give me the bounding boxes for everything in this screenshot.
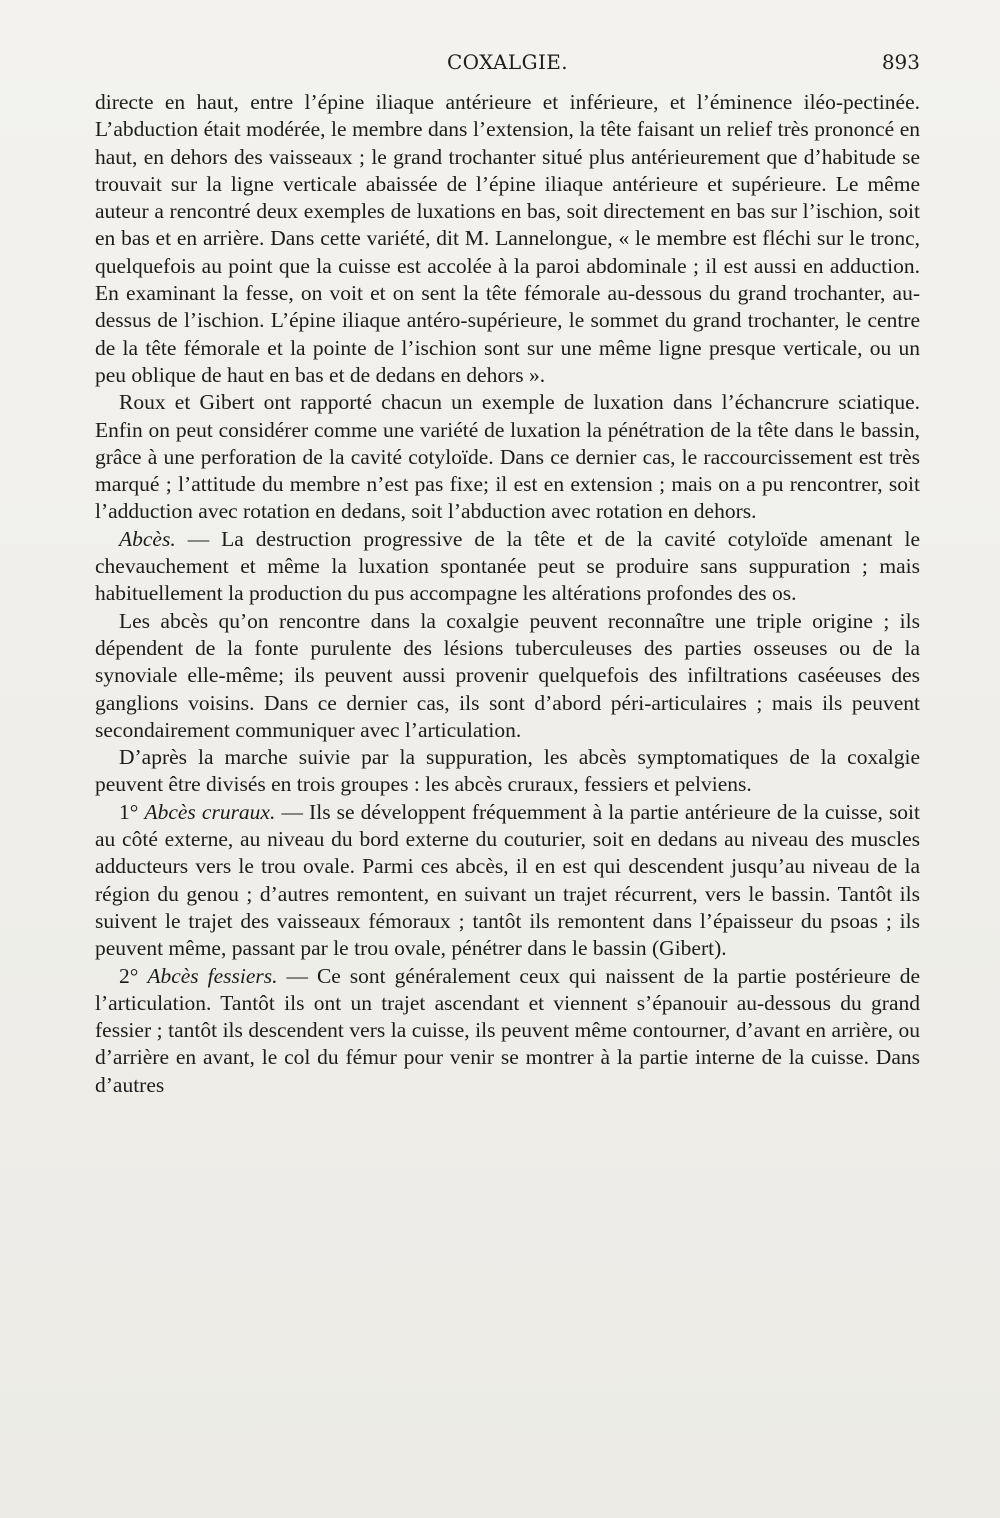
section-label-gluteal: Abcès fessiers. <box>147 963 278 988</box>
paragraph-abces-text: — La destruction progressive de la tête et de la cavité cotyloïde amenant le chevauchement et même la luxation spontanée peut se produire sans suppuration ; mais habituellement la production du pus accompagne les altérations profondes des os. <box>95 526 920 606</box>
page-body <box>95 89 920 1099</box>
page-header <box>95 50 920 80</box>
paragraph-1: directe en haut, entre l’épine iliaque antérieure et inférieure, et l’éminence iléo-pectinée. L’abduction était modérée, le membre dans l’extension, la tête faisant un relief très prononcé en haut, en dehors des vaisseaux ; le grand trochanter situé plus antérieurement que d’habitude se trouvait sur la ligne verticale abaissée de l’épine iliaque antérieure et supérieure. Le même auteur a rencontré deux exemples de luxations en bas, soit directement en bas sur l’ischion, soit en bas et en arrière. Dans cette variété, dit M. Lannelongue, « le membre est fléchi sur le tronc, quelquefois au point que la cuisse est accolée à la paroi abdominale ; il est aussi en adduction. En examinant la fesse, on voit et on sent la tête fémorale au-dessous du grand trochanter, au-dessus de l’ischion. L’épine iliaque antéro-supérieure, le sommet du grand trochanter, le centre de la tête fémorale et la pointe de l’ischion sont sur une même ligne presque verticale, ou un peu oblique de haut en bas et de dedans en dehors ». <box>95 90 920 387</box>
paragraph-groups: D’après la marche suivie par la suppuration, les abcès symptomatiques de la coxalgie peuvent être divisés en trois groupes : les abcès cruraux, fessiers et pelviens. <box>95 745 920 797</box>
item-number-1: 1° <box>119 799 139 824</box>
item-number-2: 2° <box>119 963 139 988</box>
paragraph-crural-abscesses <box>95 799 920 963</box>
paragraph-origins: Les abcès qu’on rencontre dans la coxalgie peuvent reconnaître une triple origine ; ils dépendent de la fonte purulente des lésions tuberculeuses des parties osseuses ou de la synoviale elle-même; ils peuvent aussi provenir quelquefois des infiltrations caséeuses des ganglions voisins. Dans ce dernier cas, ils sont d’abord péri-articulaires ; mais ils peuvent secondairement communiquer avec l’articulation. <box>95 608 920 742</box>
paragraph-crural-text: — Ils se développent fréquemment à la partie antérieure de la cuisse, soit au côté externe, au niveau du bord externe du couturier, soit en dedans au niveau des muscles adducteurs vers le trou ovale. Parmi ces abcès, il en est qui descendent jusqu’au niveau de la région du genou ; d’autres remontent, en suivant un trajet récurrent, vers le bassin. Tantôt ils suivent le trajet des vaisseaux fémoraux ; tantôt ils remontent dans l’épaisseur du psoas ; ils peuvent même, passant par le trou ovale, pénétrer dans le bassin (Gibert). <box>95 799 921 961</box>
section-label-abces: Abcès. <box>119 526 176 551</box>
paragraph-gluteal-abscesses <box>95 963 920 1099</box>
running-head: COXALGIE. <box>446 50 569 74</box>
page-number: 893 <box>881 50 920 74</box>
paragraph-abces <box>95 526 920 608</box>
paragraph-2: Roux et Gibert ont rapporté chacun un exemple de luxation dans l’échancrure sciatique. Enfin on peut considérer comme une variété de luxation la pénétration de la tête dans le bassin, grâce à une perforation de la cavité cotyloïde. Dans ce dernier cas, le raccourcissement est très marqué ; l’attitude du membre n’est pas fixe; il est en extension ; mais on a pu rencontrer, soit l’adduction avec rotation en dedans, soit l’abduction avec rotation en dehors. <box>95 390 920 524</box>
section-label-crural: Abcès cruraux. <box>144 799 276 824</box>
paragraph-gluteal-text: — Ce sont généralement ceux qui naissent de la partie postérieure de l’articulation. Tantôt ils ont un trajet ascendant et viennent s’épanouir au-dessous du grand fessier ; tantôt ils descendent vers la cuisse, ils peuvent même contourner, d’avant en arrière, ou d’arrière en avant, le col du fémur pour venir se montrer à la partie interne de la cuisse. Dans d’autres <box>95 963 920 1097</box>
